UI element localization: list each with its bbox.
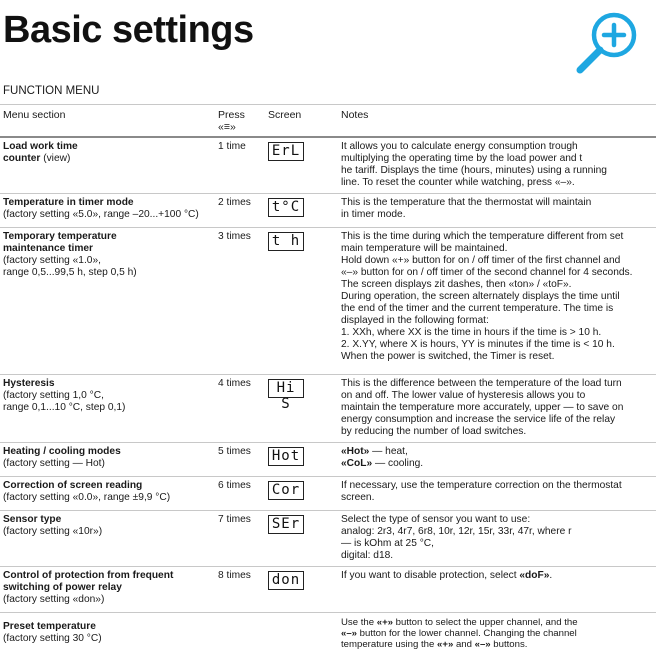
note-line: screen. — [341, 492, 375, 503]
row-title — [3, 514, 208, 538]
note-line: This is the time during which the temperature different from set — [341, 231, 624, 242]
note-text: button for the lower channel. Changing the channel — [357, 628, 577, 639]
note-text: — cooling. — [372, 458, 424, 469]
row-notes — [341, 378, 653, 438]
row-title-line: Control of protection from frequent — [3, 570, 174, 581]
row-subtitle: (factory setting «10r») — [3, 526, 103, 537]
table-row — [0, 138, 656, 194]
row-subtitle: (factory setting «1.0», — [3, 255, 101, 266]
row-press: 2 times — [218, 197, 251, 208]
row-subtitle: (factory setting 1,0 °C, — [3, 390, 104, 401]
note-line: maintain the temperature more accurately, upper — to save on — [341, 402, 624, 413]
row-title — [3, 231, 208, 279]
header-press — [218, 109, 266, 133]
note-line — [341, 628, 653, 639]
row-press: 6 times — [218, 480, 251, 491]
row-title — [3, 480, 208, 504]
note-line: on and off. The lower value of hysteresis allows you to — [341, 390, 586, 401]
row-notes — [341, 197, 653, 221]
screen-display: don — [268, 571, 304, 590]
row-title-line: Heating / cooling modes — [3, 446, 121, 457]
row-title — [3, 570, 208, 606]
note-text: — heat, — [369, 446, 408, 457]
row-title-line: Correction of screen reading — [3, 480, 143, 491]
row-title — [3, 197, 208, 221]
screen-display: ErL — [268, 142, 304, 161]
note-line: If necessary, use the temperature correction on the thermostat — [341, 480, 622, 491]
note-line — [341, 617, 653, 628]
note-text: and — [453, 639, 475, 650]
table-row — [0, 511, 656, 567]
function-menu-table — [0, 104, 656, 653]
header-press-key: «≡» — [218, 121, 236, 133]
header-press-label: Press — [218, 109, 245, 121]
header-menu-section: Menu section — [3, 109, 66, 121]
section-label: FUNCTION MENU — [3, 85, 100, 97]
note-key: «–» — [341, 628, 358, 639]
row-title-line: Load work time — [3, 141, 78, 152]
row-notes — [341, 617, 653, 650]
row-notes — [341, 514, 653, 562]
row-press: 5 times — [218, 446, 251, 457]
note-key: «doF» — [519, 570, 550, 581]
row-notes — [341, 480, 653, 504]
row-title-line: Sensor type — [3, 514, 62, 525]
note-line: The screen displays zit dashes, then «ton» / «toF». — [341, 279, 572, 290]
note-line: he tariff. Displays the time (hours, minutes) using a running — [341, 165, 607, 176]
row-press: 3 times — [218, 231, 251, 242]
note-key: «Hot» — [341, 446, 370, 457]
note-line: analog: 2r3, 4r7, 6r8, 10r, 12r, 15r, 33r, 47r, where r — [341, 526, 572, 537]
note-line: It allows you to calculate energy consumption trough — [341, 141, 578, 152]
note-text: buttons. — [490, 639, 528, 650]
row-notes — [341, 231, 653, 363]
note-line: Select the type of sensor you want to use: — [341, 514, 531, 525]
row-subtitle: (factory setting «0.0», range ±9,9 °C) — [3, 492, 171, 503]
note-line: During operation, the screen alternately displays the time until — [341, 291, 620, 302]
note-line: This is the temperature that the thermostat will maintain — [341, 197, 592, 208]
note-line: 1. XXh, where XX is the time in hours if the time is > 10 h. — [341, 327, 602, 338]
row-title-bold: counter — [3, 153, 41, 164]
table-row — [0, 443, 656, 477]
note-line: Hold down «+» button for on / off timer of the first channel and — [341, 255, 621, 266]
row-title-line: maintenance timer — [3, 243, 94, 254]
row-press: 1 time — [218, 141, 246, 152]
row-title — [3, 446, 208, 470]
note-key: «+» — [437, 639, 454, 650]
table-row — [0, 228, 656, 375]
note-line: by reducing the number of load switches. — [341, 426, 527, 437]
table-row — [0, 613, 656, 653]
note-line: the end of the timer and the current temperature. The time is — [341, 303, 614, 314]
note-line: in timer mode. — [341, 209, 406, 220]
note-text: If you want to disable protection, select — [341, 570, 520, 581]
note-text: Use the — [341, 617, 377, 628]
row-title-line: Temporary temperature — [3, 231, 117, 242]
row-subtitle: (factory setting 30 °C) — [3, 633, 102, 644]
note-line — [341, 639, 653, 650]
note-line: line. To reset the counter while watching, press «–». — [341, 177, 575, 188]
row-title — [3, 621, 208, 645]
screen-display: SEr — [268, 515, 304, 534]
note-line: «–» button for on / off timer of the second channel for 4 seconds. — [341, 267, 633, 278]
table-row — [0, 567, 656, 613]
header-screen: Screen — [268, 109, 302, 121]
row-title-line: Preset temperature — [3, 621, 96, 632]
row-subtitle: range 0,1...10 °C, step 0,1) — [3, 402, 126, 413]
row-title-line: Hysteresis — [3, 378, 55, 389]
note-key: «+» — [376, 617, 394, 628]
table-row — [0, 477, 656, 511]
row-subtitle: (factory setting «don») — [3, 594, 105, 605]
note-line: 2. X.YY, where X is hours, YY is minutes if the time is < 10 h. — [341, 339, 615, 350]
note-line: main temperature will be maintained. — [341, 243, 508, 254]
table-row — [0, 194, 656, 228]
row-press: 4 times — [218, 378, 251, 389]
note-text: . — [549, 570, 553, 581]
table-header — [0, 104, 656, 138]
row-title-line: Temperature in timer mode — [3, 197, 134, 208]
page-title: Basic settings — [3, 9, 254, 51]
row-title-line: switching of power relay — [3, 582, 122, 593]
screen-display: Cor — [268, 481, 304, 500]
screen-display: Hi S — [268, 379, 304, 398]
note-line: This is the difference between the temperature of the load turn — [341, 378, 622, 389]
note-text: button to select the upper channel, and the — [393, 617, 578, 628]
row-title — [3, 141, 208, 165]
note-line: displayed in the following format: — [341, 315, 489, 326]
row-title-rest: (view) — [40, 153, 71, 164]
note-line: energy consumption and increase the service life of the relay — [341, 414, 616, 425]
screen-display: Hot — [268, 447, 304, 466]
screen-display: t h — [268, 232, 304, 251]
row-notes — [341, 141, 653, 189]
row-notes — [341, 446, 653, 470]
row-subtitle: range 0,5...99,5 h, step 0,5 h) — [3, 267, 137, 278]
row-title-line — [3, 153, 208, 165]
screen-display: t°C — [268, 198, 304, 217]
zoom-in-magnifier-icon[interactable] — [570, 4, 646, 80]
note-line — [341, 458, 653, 470]
row-subtitle: (factory setting — Hot) — [3, 458, 105, 469]
note-line: digital: d18. — [341, 550, 394, 561]
note-text: temperature using the — [341, 639, 437, 650]
row-notes — [341, 570, 653, 582]
note-line — [341, 446, 653, 458]
row-press: 8 times — [218, 570, 251, 581]
table-row — [0, 375, 656, 443]
note-key: «CoL» — [341, 458, 373, 469]
note-key: «–» — [474, 639, 491, 650]
header-notes: Notes — [341, 109, 369, 121]
row-press: 7 times — [218, 514, 251, 525]
note-line: When the power is switched, the Timer is reset. — [341, 351, 555, 362]
row-subtitle: (factory setting «5.0», range –20...+100 °C) — [3, 209, 199, 220]
note-line: — is kOhm at 25 °C, — [341, 538, 434, 549]
note-line: multiplying the operating time by the load power and t — [341, 153, 583, 164]
note-line — [341, 570, 653, 582]
row-title — [3, 378, 208, 414]
